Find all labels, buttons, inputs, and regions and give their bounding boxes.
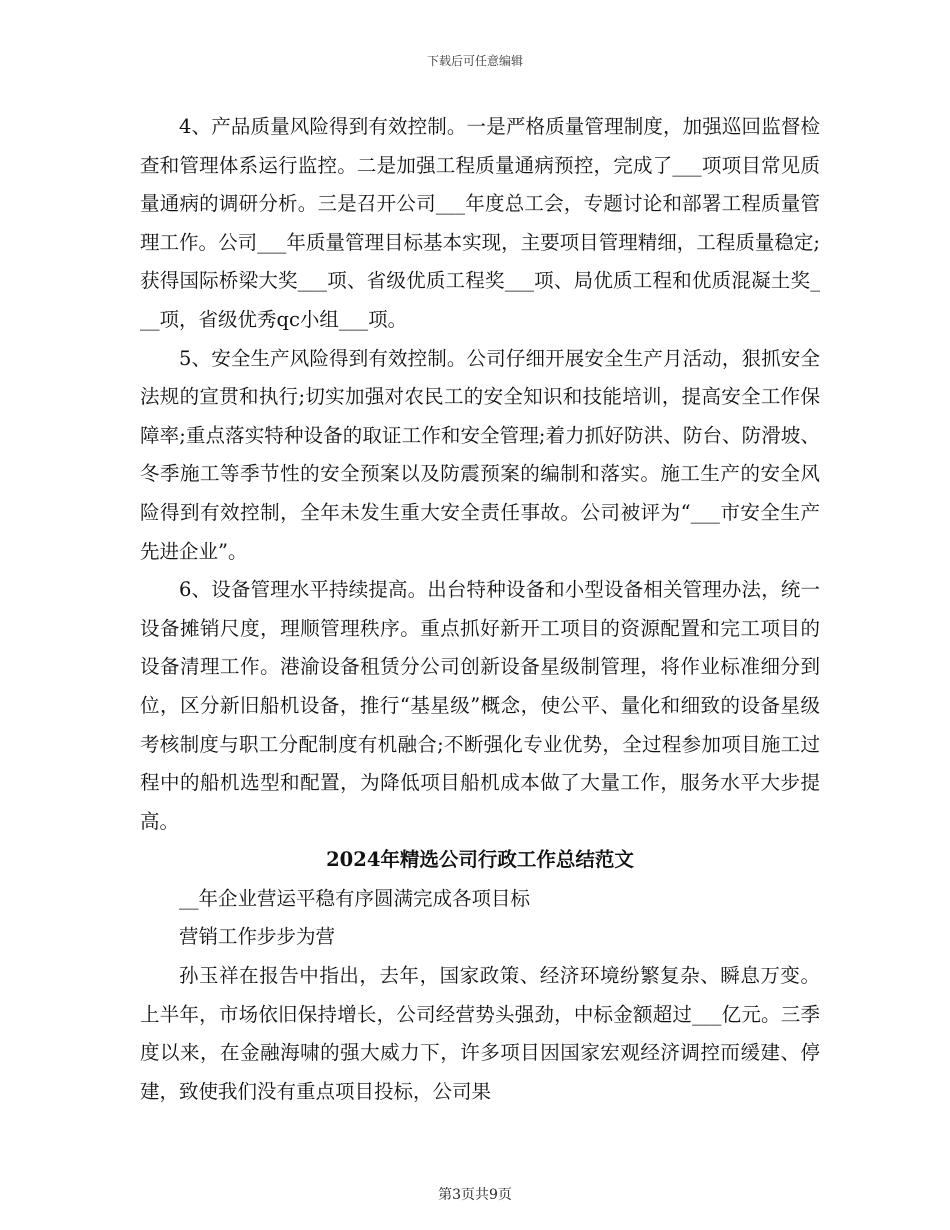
section-title: 2024年精选公司行政工作总结范文 <box>326 848 634 872</box>
paragraph-equipment-management: 6、设备管理水平持续提高。出台特种设备和小型设备相关管理办法，统一设备摊销尺度，理顺管理秩序。重点抓好新开工项目的资源配置和完工项目的设备清理工作。港渝设备租赁分公司创新设备星级制管理，将作业标准细分到位，区分新旧船机设备，推行“基星级”概念，使公平、量化和细致的设备星级考核制度与职工分配制度有机融合;不断强化专业优势，全过程参加项目施工过程中的船机选型和配置，为降低项目船机成本做了大量工作，服务水平大步提高。 <box>140 578 820 833</box>
document-body <box>140 108 820 1111</box>
subheading-operations: __年企业营运平稳有序圆满完成各项目标 <box>179 886 531 910</box>
page-number: 第3页共9页 <box>438 1187 512 1203</box>
page-header-note: 下载后可任意编辑 <box>426 54 523 68</box>
paragraph-safety-risk: 5、安全生产风险得到有效控制。公司仔细开展安全生产月活动，狠抓安全法规的宣贯和执行;切实加强对农民工的安全知识和技能培训，提高安全工作保障率;重点落实特种设备的取证工作和安全管理;着力抓好防洪、防台、防滑坡、冬季施工等季节性的安全预案以及防震预案的编制和落实。施工生产的安全风险得到有效控制，全年未发生重大安全责任事故。公司被评为“___市安全生产先进企业”。 <box>140 346 820 563</box>
subheading-marketing: 营销工作步步为营 <box>179 925 336 949</box>
paragraph-quality-risk: 4、产品质量风险得到有效控制。一是严格质量管理制度，加强巡回监督检查和管理体系运行监控。二是加强工程质量通病预控，完成了___项项目常见质量通病的调研分析。三是召开公司___年度总工会，专题讨论和部署工程质量管理工作。公司___年质量管理目标基本实现，主要项目管理精细，工程质量稳定;获得国际桥梁大奖___项、省级优质工程奖___项、局优质工程和优质混凝土奖___项，省级优秀qc小组___项。 <box>140 115 820 331</box>
paragraph-report: 孙玉祥在报告中指出，去年，国家政策、经济环境纷繁复杂、瞬息万变。上半年，市场依旧保持增长，公司经营势头强劲，中标金额超过___亿元。三季度以来，在金融海啸的强大威力下，许多项目因国家宏观经济调控而缓建、停建，致使我们没有重点项目投标，公司果 <box>140 964 820 1103</box>
